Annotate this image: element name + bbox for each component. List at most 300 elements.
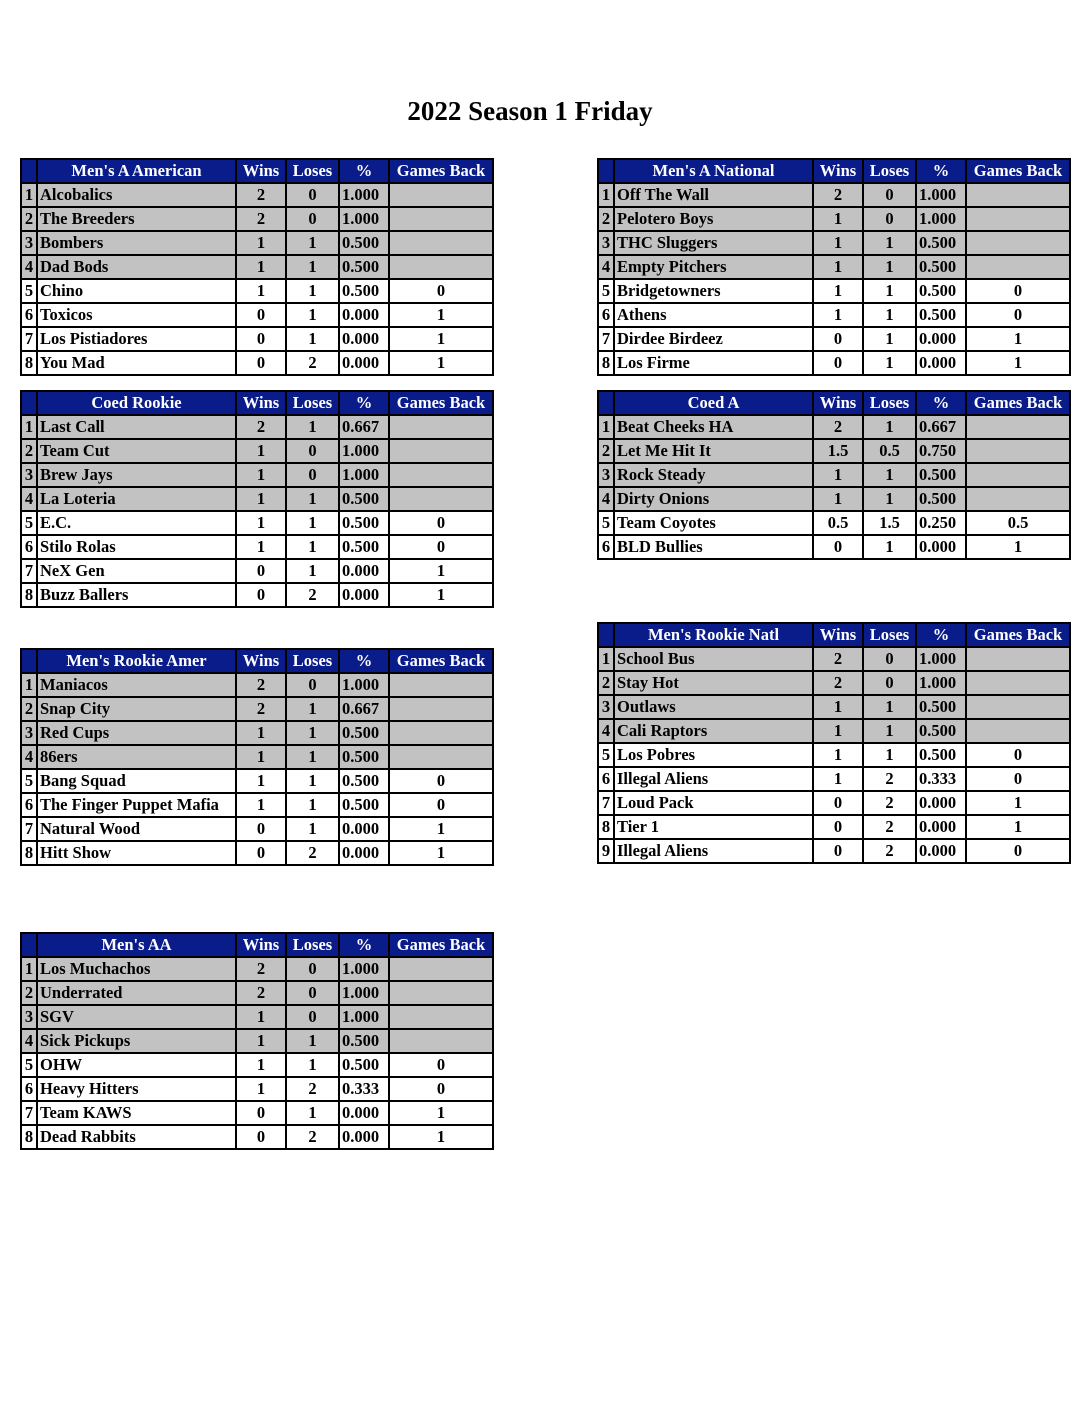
- rank-header: [21, 159, 37, 183]
- games-back-cell: 0: [966, 279, 1070, 303]
- team-name-cell: Heavy Hitters: [37, 1077, 236, 1101]
- games-back-cell: 0: [389, 279, 493, 303]
- table-row: [21, 559, 493, 583]
- standings-table-mens-a-national: [597, 158, 1071, 376]
- standings-table-mens-aa: [20, 932, 494, 1150]
- table-row: [21, 535, 493, 559]
- pct-cell: 0.000: [339, 1101, 389, 1125]
- team-name-cell: Team Cut: [37, 439, 236, 463]
- rank-cell: 2: [21, 697, 37, 721]
- page-title: 2022 Season 1 Friday: [407, 96, 653, 126]
- team-name-cell: Dad Bods: [37, 255, 236, 279]
- games-back-cell: [966, 231, 1070, 255]
- pct-cell: 0.000: [339, 303, 389, 327]
- loses-cell: 2: [863, 815, 916, 839]
- standings-table-coed-rookie: [20, 390, 494, 608]
- wins-cell: 0: [236, 559, 286, 583]
- rank-cell: 1: [21, 673, 37, 697]
- rank-cell: 1: [598, 415, 614, 439]
- team-name-cell: Underrated: [37, 981, 236, 1005]
- pct-cell: 1.000: [339, 463, 389, 487]
- table-row: [21, 1077, 493, 1101]
- games-back-cell: [389, 439, 493, 463]
- table-row: [598, 767, 1070, 791]
- rank-cell: 8: [598, 351, 614, 375]
- table-row: [21, 463, 493, 487]
- table-row: [598, 439, 1070, 463]
- rank-cell: 7: [598, 791, 614, 815]
- loses-cell: 1: [286, 1101, 339, 1125]
- rank-header: [598, 623, 614, 647]
- table-row: [598, 791, 1070, 815]
- games-back-cell: 1: [966, 815, 1070, 839]
- rank-cell: 3: [21, 231, 37, 255]
- games-back-cell: 0: [389, 769, 493, 793]
- team-name-cell: Team Coyotes: [614, 511, 813, 535]
- pct-cell: 0.500: [916, 303, 966, 327]
- games-back-cell: [389, 1005, 493, 1029]
- games-back-cell: [389, 981, 493, 1005]
- pct-cell: 1.000: [916, 671, 966, 695]
- rank-cell: 4: [598, 719, 614, 743]
- wins-cell: 1: [236, 769, 286, 793]
- wins-cell: 2: [813, 671, 863, 695]
- table-row: [21, 183, 493, 207]
- rank-cell: 4: [598, 487, 614, 511]
- wins-cell: 2: [813, 647, 863, 671]
- division-header: Men's A National: [614, 159, 813, 183]
- table-row: [598, 647, 1070, 671]
- rank-cell: 4: [21, 255, 37, 279]
- games-back-cell: 1: [966, 327, 1070, 351]
- team-name-cell: Los Muchachos: [37, 957, 236, 981]
- pct-cell: 0.500: [339, 535, 389, 559]
- games-back-cell: 0: [389, 1053, 493, 1077]
- wins-cell: 1: [236, 745, 286, 769]
- games-back-cell: [389, 255, 493, 279]
- wins-cell: 2: [813, 183, 863, 207]
- pct-cell: 0.500: [339, 745, 389, 769]
- games-back-cell: [966, 719, 1070, 743]
- loses-cell: 1: [286, 255, 339, 279]
- team-name-cell: Los Pistiadores: [37, 327, 236, 351]
- loses-cell: 1: [286, 327, 339, 351]
- table-row: [21, 1053, 493, 1077]
- team-name-cell: Sick Pickups: [37, 1029, 236, 1053]
- rank-cell: 5: [598, 279, 614, 303]
- games-back-cell: [389, 1029, 493, 1053]
- rank-cell: 3: [21, 721, 37, 745]
- wins-cell: 1: [813, 303, 863, 327]
- games-back-cell: 0.5: [966, 511, 1070, 535]
- wins-cell: 1: [236, 255, 286, 279]
- wins-cell: 2: [236, 673, 286, 697]
- pct-cell: 0.750: [916, 439, 966, 463]
- games-back-header: Games Back: [389, 649, 493, 673]
- pct-cell: 0.500: [339, 793, 389, 817]
- pct-cell: 0.667: [339, 697, 389, 721]
- loses-cell: 1: [286, 279, 339, 303]
- games-back-header: Games Back: [389, 159, 493, 183]
- division-header: Coed Rookie: [37, 391, 236, 415]
- loses-cell: 0: [286, 207, 339, 231]
- table-row: [598, 463, 1070, 487]
- table-row: [598, 719, 1070, 743]
- rank-cell: 1: [598, 183, 614, 207]
- pct-cell: 0.500: [916, 719, 966, 743]
- loses-cell: 1: [286, 535, 339, 559]
- pct-cell: 0.500: [339, 1029, 389, 1053]
- loses-cell: 0: [286, 1005, 339, 1029]
- rank-cell: 5: [598, 743, 614, 767]
- loses-cell: 2: [286, 583, 339, 607]
- standings-table-mens-rookie-natl: [597, 622, 1071, 864]
- loses-cell: 1: [286, 817, 339, 841]
- team-name-cell: Last Call: [37, 415, 236, 439]
- table-row: [21, 841, 493, 865]
- loses-cell: 1: [863, 535, 916, 559]
- loses-cell: 1: [863, 487, 916, 511]
- pct-cell: 0.000: [339, 841, 389, 865]
- pct-cell: 0.500: [916, 487, 966, 511]
- wins-cell: 1: [236, 439, 286, 463]
- table-row: [598, 743, 1070, 767]
- loses-cell: 1: [863, 415, 916, 439]
- loses-cell: 1: [863, 351, 916, 375]
- games-back-cell: [966, 487, 1070, 511]
- team-name-cell: Snap City: [37, 697, 236, 721]
- pct-cell: 1.000: [339, 673, 389, 697]
- games-back-cell: 0: [389, 511, 493, 535]
- pct-cell: 1.000: [916, 183, 966, 207]
- table-row: [21, 721, 493, 745]
- loses-cell: 1: [863, 255, 916, 279]
- rank-cell: 7: [21, 559, 37, 583]
- loses-cell: 2: [286, 841, 339, 865]
- rank-cell: 9: [598, 839, 614, 863]
- games-back-cell: [389, 721, 493, 745]
- loses-header: Loses: [863, 159, 916, 183]
- team-name-cell: E.C.: [37, 511, 236, 535]
- loses-header: Loses: [863, 623, 916, 647]
- table-row: [598, 231, 1070, 255]
- games-back-cell: 0: [966, 839, 1070, 863]
- rank-cell: 3: [21, 463, 37, 487]
- rank-header: [598, 159, 614, 183]
- games-back-header: Games Back: [389, 391, 493, 415]
- loses-cell: 1: [286, 231, 339, 255]
- division-header: Coed A: [614, 391, 813, 415]
- table-row: [598, 351, 1070, 375]
- table-row: [21, 327, 493, 351]
- wins-cell: 1: [236, 721, 286, 745]
- team-name-cell: Hitt Show: [37, 841, 236, 865]
- wins-cell: 1: [813, 463, 863, 487]
- games-back-cell: 1: [389, 817, 493, 841]
- wins-cell: 1: [236, 487, 286, 511]
- team-name-cell: Stay Hot: [614, 671, 813, 695]
- pct-cell: 0.500: [916, 463, 966, 487]
- games-back-cell: 1: [389, 1101, 493, 1125]
- header-row: [598, 159, 1070, 183]
- wins-cell: 1: [813, 695, 863, 719]
- table-row: [21, 697, 493, 721]
- table-row: [598, 815, 1070, 839]
- header-row: [598, 623, 1070, 647]
- games-back-cell: [966, 255, 1070, 279]
- loses-cell: 2: [286, 1077, 339, 1101]
- wins-cell: 1: [813, 231, 863, 255]
- loses-cell: 0: [286, 183, 339, 207]
- wins-cell: 2: [236, 183, 286, 207]
- pct-cell: 1.000: [339, 1005, 389, 1029]
- games-back-cell: [966, 695, 1070, 719]
- table-row: [21, 769, 493, 793]
- wins-cell: 1: [813, 719, 863, 743]
- wins-cell: 1: [236, 279, 286, 303]
- rank-cell: 6: [21, 1077, 37, 1101]
- loses-cell: 1: [863, 695, 916, 719]
- team-name-cell: Empty Pitchers: [614, 255, 813, 279]
- wins-cell: 0: [236, 351, 286, 375]
- loses-cell: 0: [286, 981, 339, 1005]
- team-name-cell: Illegal Aliens: [614, 839, 813, 863]
- wins-cell: 2: [236, 207, 286, 231]
- rank-cell: 3: [598, 463, 614, 487]
- team-name-cell: Stilo Rolas: [37, 535, 236, 559]
- rank-cell: 2: [598, 207, 614, 231]
- pct-cell: 0.333: [339, 1077, 389, 1101]
- table-row: [21, 1005, 493, 1029]
- loses-header: Loses: [286, 159, 339, 183]
- games-back-cell: [389, 697, 493, 721]
- rank-cell: 6: [598, 767, 614, 791]
- table-row: [598, 415, 1070, 439]
- team-name-cell: Los Pobres: [614, 743, 813, 767]
- team-name-cell: THC Sluggers: [614, 231, 813, 255]
- pct-cell: 0.000: [339, 327, 389, 351]
- wins-header: Wins: [236, 159, 286, 183]
- wins-cell: 0: [236, 327, 286, 351]
- team-name-cell: Outlaws: [614, 695, 813, 719]
- pct-cell: 0.500: [339, 487, 389, 511]
- wins-cell: 1: [236, 463, 286, 487]
- table-row: [598, 487, 1070, 511]
- pct-cell: 0.500: [339, 511, 389, 535]
- rank-cell: 1: [21, 957, 37, 981]
- pct-cell: 0.000: [916, 351, 966, 375]
- pct-cell: 0.500: [339, 255, 389, 279]
- games-back-cell: [966, 671, 1070, 695]
- rank-cell: 5: [21, 279, 37, 303]
- table-row: [21, 439, 493, 463]
- team-name-cell: Alcobalics: [37, 183, 236, 207]
- pct-cell: 0.500: [339, 721, 389, 745]
- table-row: [598, 839, 1070, 863]
- rank-cell: 2: [21, 439, 37, 463]
- team-name-cell: Bang Squad: [37, 769, 236, 793]
- team-name-cell: Dirdee Birdeez: [614, 327, 813, 351]
- loses-cell: 1: [286, 745, 339, 769]
- wins-cell: 0.5: [813, 511, 863, 535]
- table-row: [598, 511, 1070, 535]
- wins-cell: 0: [813, 535, 863, 559]
- loses-cell: 1: [863, 303, 916, 327]
- table-row: [21, 487, 493, 511]
- rank-cell: 7: [21, 817, 37, 841]
- team-name-cell: Pelotero Boys: [614, 207, 813, 231]
- team-name-cell: Chino: [37, 279, 236, 303]
- pct-cell: 0.000: [339, 583, 389, 607]
- loses-cell: 1: [286, 559, 339, 583]
- rank-cell: 8: [21, 583, 37, 607]
- wins-cell: 0: [236, 583, 286, 607]
- rank-cell: 2: [598, 439, 614, 463]
- wins-cell: 1: [236, 511, 286, 535]
- loses-header: Loses: [286, 391, 339, 415]
- pct-cell: 1.000: [339, 981, 389, 1005]
- games-back-cell: 0: [389, 793, 493, 817]
- wins-cell: 2: [236, 981, 286, 1005]
- games-back-cell: 1: [389, 351, 493, 375]
- pct-cell: 0.000: [339, 351, 389, 375]
- games-back-cell: [389, 673, 493, 697]
- team-name-cell: Bombers: [37, 231, 236, 255]
- wins-cell: 1: [813, 255, 863, 279]
- games-back-cell: [389, 463, 493, 487]
- team-name-cell: The Breeders: [37, 207, 236, 231]
- wins-cell: 0: [813, 791, 863, 815]
- rank-cell: 3: [598, 695, 614, 719]
- rank-cell: 6: [598, 303, 614, 327]
- loses-header: Loses: [286, 933, 339, 957]
- games-back-cell: [389, 207, 493, 231]
- team-name-cell: Off The Wall: [614, 183, 813, 207]
- pct-header: %: [339, 649, 389, 673]
- loses-cell: 2: [286, 1125, 339, 1149]
- wins-cell: 1: [236, 1005, 286, 1029]
- loses-cell: 1: [286, 769, 339, 793]
- division-header: Men's Rookie Natl: [614, 623, 813, 647]
- pct-cell: 0.500: [339, 279, 389, 303]
- team-name-cell: Red Cups: [37, 721, 236, 745]
- wins-cell: 2: [236, 957, 286, 981]
- table-row: [21, 1125, 493, 1149]
- loses-cell: 0.5: [863, 439, 916, 463]
- wins-cell: 1.5: [813, 439, 863, 463]
- loses-cell: 0: [286, 957, 339, 981]
- table-row: [598, 327, 1070, 351]
- wins-cell: 0: [236, 817, 286, 841]
- loses-cell: 0: [863, 647, 916, 671]
- wins-header: Wins: [813, 623, 863, 647]
- rank-cell: 3: [598, 231, 614, 255]
- team-name-cell: NeX Gen: [37, 559, 236, 583]
- team-name-cell: Beat Cheeks HA: [614, 415, 813, 439]
- rank-cell: 8: [598, 815, 614, 839]
- loses-cell: 1: [286, 697, 339, 721]
- games-back-cell: 1: [966, 791, 1070, 815]
- games-back-cell: [966, 207, 1070, 231]
- rank-cell: 2: [598, 671, 614, 695]
- team-name-cell: Rock Steady: [614, 463, 813, 487]
- rank-cell: 5: [21, 511, 37, 535]
- pct-cell: 0.500: [339, 231, 389, 255]
- loses-cell: 1.5: [863, 511, 916, 535]
- loses-cell: 1: [286, 487, 339, 511]
- team-name-cell: Team KAWS: [37, 1101, 236, 1125]
- wins-header: Wins: [236, 391, 286, 415]
- team-name-cell: Illegal Aliens: [614, 767, 813, 791]
- team-name-cell: Los Firme: [614, 351, 813, 375]
- table-row: [598, 255, 1070, 279]
- pct-header: %: [339, 933, 389, 957]
- pct-cell: 0.000: [916, 327, 966, 351]
- games-back-cell: 0: [389, 535, 493, 559]
- pct-header: %: [916, 623, 966, 647]
- games-back-header: Games Back: [966, 159, 1070, 183]
- team-name-cell: Athens: [614, 303, 813, 327]
- pct-cell: 0.000: [916, 791, 966, 815]
- header-row: [21, 391, 493, 415]
- rank-cell: 5: [21, 1053, 37, 1077]
- games-back-cell: [389, 745, 493, 769]
- rank-cell: 7: [21, 1101, 37, 1125]
- standings-table-coed-a: [597, 390, 1071, 560]
- table-row: [21, 817, 493, 841]
- team-name-cell: Natural Wood: [37, 817, 236, 841]
- pct-cell: 0.250: [916, 511, 966, 535]
- pct-cell: 0.500: [916, 743, 966, 767]
- loses-cell: 1: [286, 793, 339, 817]
- wins-cell: 0: [813, 327, 863, 351]
- team-name-cell: Maniacos: [37, 673, 236, 697]
- table-row: [21, 1029, 493, 1053]
- wins-cell: 1: [813, 279, 863, 303]
- team-name-cell: Toxicos: [37, 303, 236, 327]
- games-back-cell: [966, 415, 1070, 439]
- division-header: Men's Rookie Amer: [37, 649, 236, 673]
- games-back-cell: 1: [389, 841, 493, 865]
- rank-cell: 7: [21, 327, 37, 351]
- rank-header: [21, 649, 37, 673]
- loses-header: Loses: [863, 391, 916, 415]
- wins-cell: 1: [236, 1077, 286, 1101]
- table-row: [21, 415, 493, 439]
- table-row: [21, 745, 493, 769]
- team-name-cell: La Loteria: [37, 487, 236, 511]
- loses-cell: 2: [863, 791, 916, 815]
- games-back-cell: 1: [966, 535, 1070, 559]
- table-row: [21, 279, 493, 303]
- rank-cell: 8: [21, 351, 37, 375]
- pct-cell: 1.000: [916, 647, 966, 671]
- rank-cell: 5: [21, 769, 37, 793]
- games-back-cell: [389, 415, 493, 439]
- loses-cell: 0: [863, 207, 916, 231]
- team-name-cell: Dead Rabbits: [37, 1125, 236, 1149]
- games-back-cell: 1: [389, 327, 493, 351]
- wins-cell: 1: [813, 767, 863, 791]
- table-row: [21, 231, 493, 255]
- loses-cell: 0: [286, 439, 339, 463]
- wins-header: Wins: [813, 391, 863, 415]
- team-name-cell: Buzz Ballers: [37, 583, 236, 607]
- pct-cell: 0.500: [339, 1053, 389, 1077]
- wins-cell: 2: [236, 697, 286, 721]
- table-row: [21, 511, 493, 535]
- wins-cell: 0: [813, 351, 863, 375]
